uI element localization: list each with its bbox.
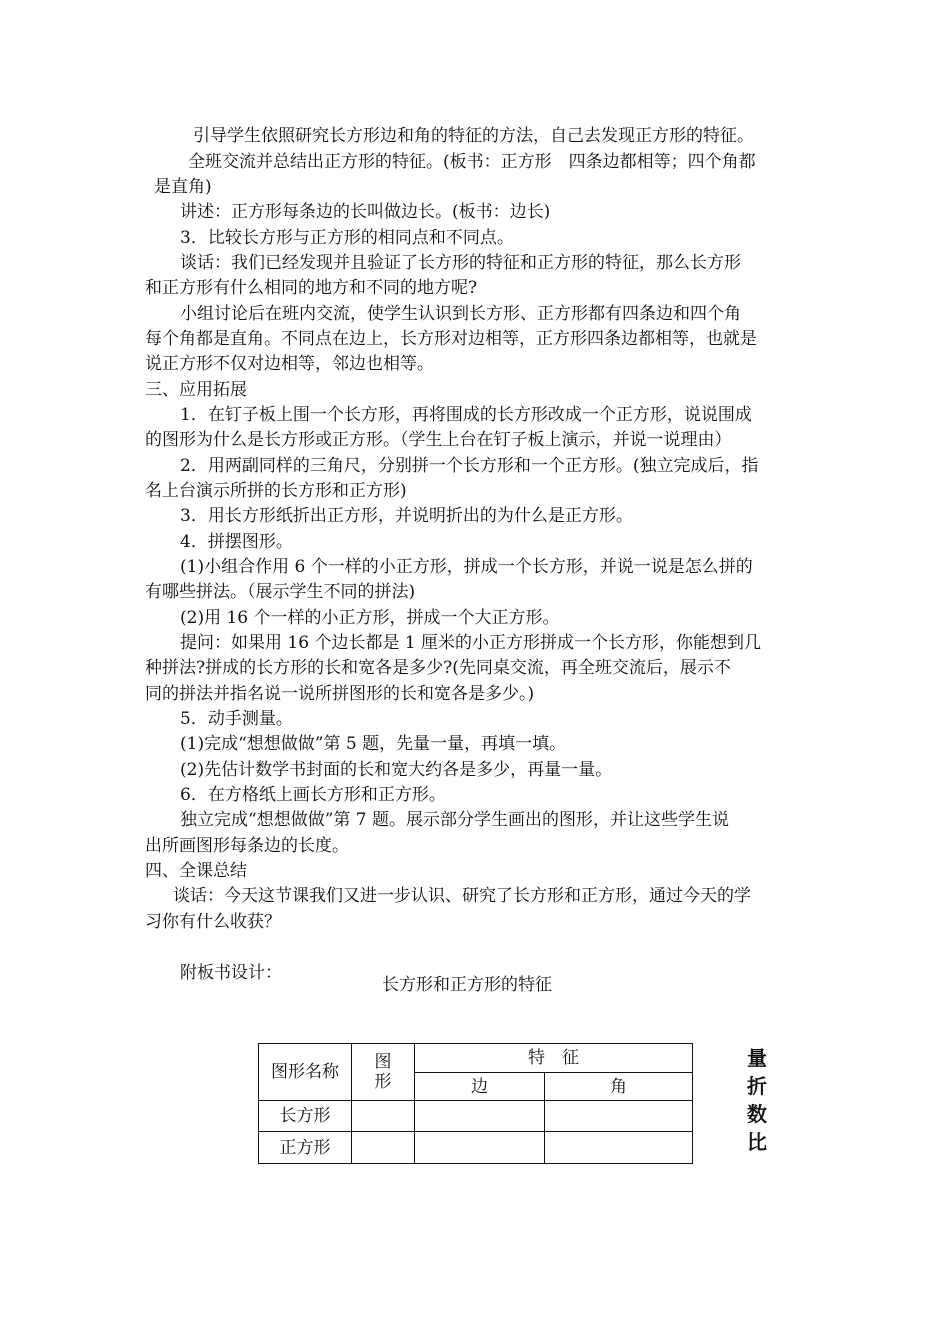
text-line: (2)用 16 个一样的小正方形，拼成一个大正方形。 bbox=[180, 608, 560, 628]
header-shape-char: 形 bbox=[374, 1072, 392, 1092]
header-angle: 角 bbox=[545, 1073, 693, 1101]
text-line: 谈话：我们已经发现并且验证了长方形的特征和正方形的特征，那么长方形 bbox=[180, 253, 741, 273]
text-line: 是直角) bbox=[154, 177, 212, 197]
text-line: 6．在方格纸上画长方形和正方形。 bbox=[180, 785, 446, 805]
table-cell bbox=[415, 1101, 545, 1132]
board-table bbox=[258, 1043, 693, 1164]
table-cell bbox=[545, 1132, 693, 1164]
side-characters bbox=[747, 1044, 767, 1156]
text-line: 小组讨论后在班内交流，使学生认识到长方形、正方形都有四条边和四个角 bbox=[180, 304, 741, 324]
table-cell bbox=[352, 1101, 415, 1132]
text-line: (1)完成“想想做做”第 5 题，先量一量，再填一填。 bbox=[180, 734, 567, 754]
text-line: 有哪些拼法。（展示学生不同的拼法) bbox=[145, 582, 416, 602]
board-title: 长方形和正方形的特征 bbox=[382, 975, 552, 995]
text-line: 独立完成“想想做做”第 7 题。展示部分学生画出的图形，并让这些学生说 bbox=[180, 810, 730, 830]
text-line: 的图形为什么是长方形或正方形。（学生上台在钉子板上演示，并说一说理由） bbox=[145, 430, 732, 450]
section-heading: 三、应用拓展 bbox=[145, 380, 247, 400]
text-line: 4．拼摆图形。 bbox=[180, 532, 293, 552]
side-char: 折 bbox=[747, 1074, 767, 1098]
text-line: (1)小组合作用 6 个一样的小正方形，拼成一个长方形，并说一说是怎么拼的 bbox=[180, 557, 753, 577]
text-line: 3．比较长方形与正方形的相同点和不同点。 bbox=[180, 228, 514, 248]
text-line: 谈话：今天这节课我们又进一步认识、研究了长方形和正方形，通过今天的学 bbox=[173, 886, 751, 906]
text-line: 出所画图形每条边的长度。 bbox=[145, 836, 349, 856]
text-line: 2．用两副同样的三角尺，分别拼一个长方形和一个正方形。(独立完成后，指 bbox=[180, 456, 759, 476]
board-design-label: 附板书设计： bbox=[180, 963, 282, 983]
text-line: 种拼法?拼成的长方形的长和宽各是多少?(先同桌交流，再全班交流后，展示不 bbox=[145, 658, 731, 678]
text-line: 提问：如果用 16 个边长都是 1 厘米的小正方形拼成一个长方形，你能想到几 bbox=[180, 633, 762, 653]
text-line: 同的拼法并指名说一说所拼图形的长和宽各是多少。) bbox=[145, 684, 535, 704]
side-char: 量 bbox=[747, 1046, 767, 1070]
header-shape-name: 图形名称 bbox=[259, 1044, 352, 1101]
table-cell bbox=[352, 1132, 415, 1164]
text-line: 习你有什么收获？ bbox=[145, 912, 281, 932]
text-line: 每个角都是直角。不同点在边上，长方形对边相等，正方形四条边都相等，也就是 bbox=[145, 329, 757, 349]
text-line: 3．用长方形纸折出正方形，并说明折出的为什么是正方形。 bbox=[180, 506, 633, 526]
text-line: 名上台演示所拼的长方形和正方形) bbox=[145, 481, 407, 501]
section-heading: 四、全课总结 bbox=[145, 861, 247, 881]
text-line: 引导学生依照研究长方形边和角的特征的方法，自己去发现正方形的特征。 bbox=[193, 126, 754, 146]
side-char: 数 bbox=[747, 1102, 767, 1126]
row-label-rectangle: 长方形 bbox=[259, 1101, 352, 1132]
text-line: 1．在钉子板上围一个长方形，再将围成的长方形改成一个正方形，说说围成 bbox=[180, 405, 752, 425]
side-char: 比 bbox=[747, 1130, 767, 1154]
text-line: 5．动手测量。 bbox=[180, 709, 293, 729]
header-shape bbox=[352, 1044, 415, 1101]
table-cell bbox=[545, 1101, 693, 1132]
header-features: 特 征 bbox=[415, 1044, 693, 1073]
row-label-square: 正方形 bbox=[259, 1132, 352, 1164]
header-shape-char: 图 bbox=[374, 1052, 392, 1072]
text-line: 说正方形不仅对边相等，邻边也相等。 bbox=[145, 354, 434, 374]
text-line: 和正方形有什么相同的地方和不同的地方呢? bbox=[145, 278, 478, 298]
text-line: (2)先估计数学书封面的长和宽大约各是多少，再量一量。 bbox=[180, 760, 613, 780]
text-line: 讲述：正方形每条边的长叫做边长。(板书：边长) bbox=[180, 202, 551, 222]
text-line: 全班交流并总结出正方形的特征。(板书：正方形 四条边都相等；四个角都 bbox=[188, 152, 756, 172]
header-side: 边 bbox=[415, 1073, 545, 1101]
table-cell bbox=[415, 1132, 545, 1164]
